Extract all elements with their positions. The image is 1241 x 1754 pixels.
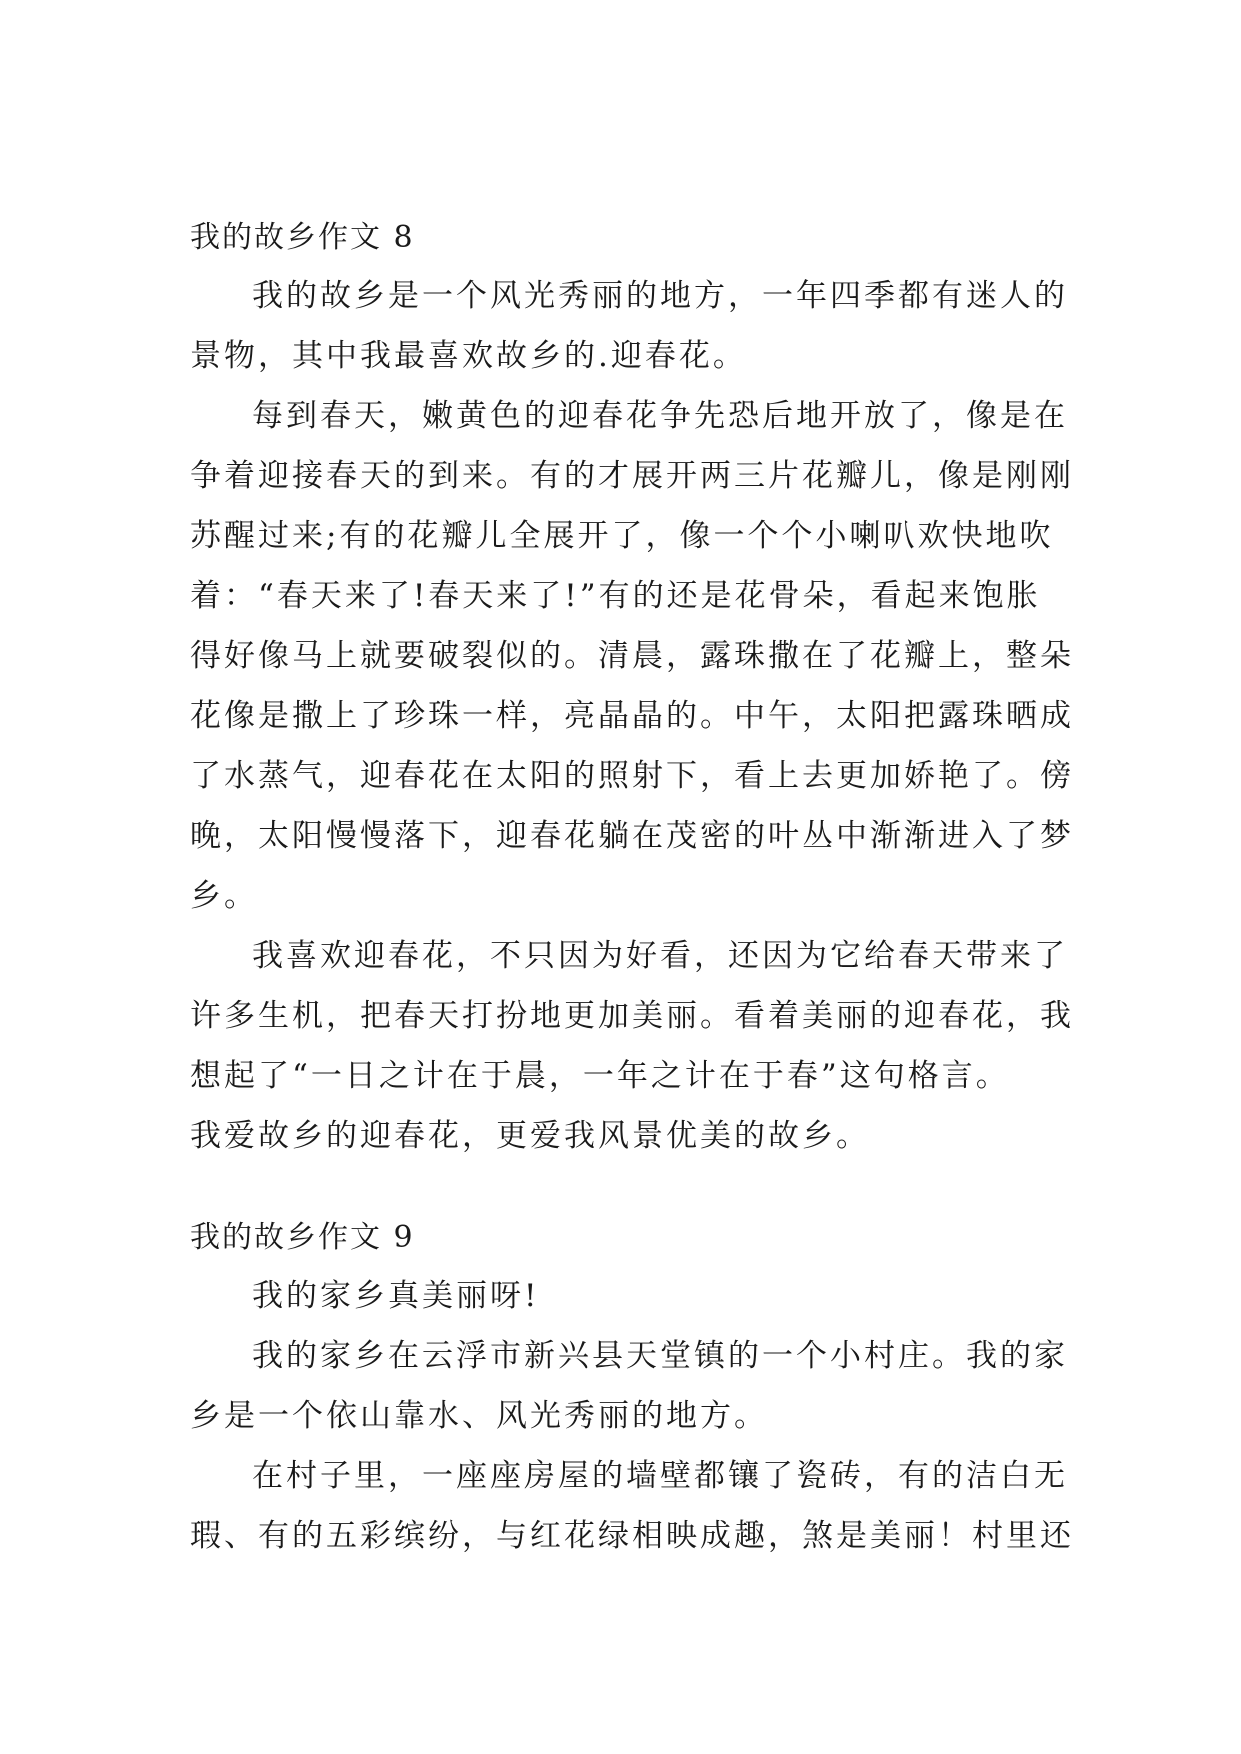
section-title: 我的故乡作文 9 [190,1220,415,1255]
text-line: 我的家乡在云浮市新兴县天堂镇的一个小村庄。我的家 [252,1338,1068,1374]
text-line: 我爱故乡的迎春花，更爱我风景优美的故乡。 [190,1118,870,1154]
text-line: 我喜欢迎春花，不只因为好看，还因为它给春天带来了 [252,938,1068,974]
text-line: 得好像马上就要破裂似的。清晨，露珠撒在了花瓣上，整朵 [190,638,1074,674]
text-line: 了水蒸气，迎春花在太阳的照射下，看上去更加娇艳了。傍 [190,758,1074,794]
text-line: 乡。 [190,878,258,914]
text-line: 着：“春天来了!春天来了!”有的还是花骨朵，看起来饱胀 [190,578,1041,614]
paragraph [190,1446,1074,1566]
paragraph [190,926,1074,1166]
text-line: 花像是撒上了珍珠一样，亮晶晶的。中午，太阳把露珠晒成 [190,698,1074,734]
text-line: 苏醒过来;有的花瓣儿全展开了，像一个个小喇叭欢快地吹 [190,518,1054,554]
text-line: 争着迎接春天的到来。有的才展开两三片花瓣儿，像是刚刚 [190,458,1074,494]
text-line: 每到春天，嫩黄色的迎春花争先恐后地开放了，像是在 [252,398,1068,434]
text-line: 乡是一个依山靠水、风光秀丽的地方。 [190,1398,768,1434]
text-line: 想起了“一日之计在于晨，一年之计在于春”这句格言。 [190,1058,1010,1094]
section-spacer [190,1166,1070,1218]
text-line: 我的家乡真美丽呀! [252,1278,540,1314]
paragraph [190,1266,1070,1326]
text-line: 景物，其中我最喜欢故乡的.迎春花。 [190,338,747,374]
paragraph [190,1326,1070,1446]
text-line: 瑕、有的五彩缤纷，与红花绿相映成趣，煞是美丽！村里还 [190,1518,1074,1554]
essay-section-9 [190,1218,1074,1566]
essay-section-8 [190,218,1074,1166]
text-line: 我的故乡是一个风光秀丽的地方，一年四季都有迷人的 [252,278,1068,314]
paragraph [190,266,1070,386]
section-title: 我的故乡作文 8 [190,220,415,255]
paragraph [190,386,1074,926]
text-line: 在村子里，一座座房屋的墙壁都镶了瓷砖，有的洁白无 [252,1458,1068,1494]
text-line: 许多生机，把春天打扮地更加美丽。看着美丽的迎春花，我 [190,998,1074,1034]
text-line: 晚，太阳慢慢落下，迎春花躺在茂密的叶丛中渐渐进入了梦 [190,818,1074,854]
text-column [190,218,1074,1566]
